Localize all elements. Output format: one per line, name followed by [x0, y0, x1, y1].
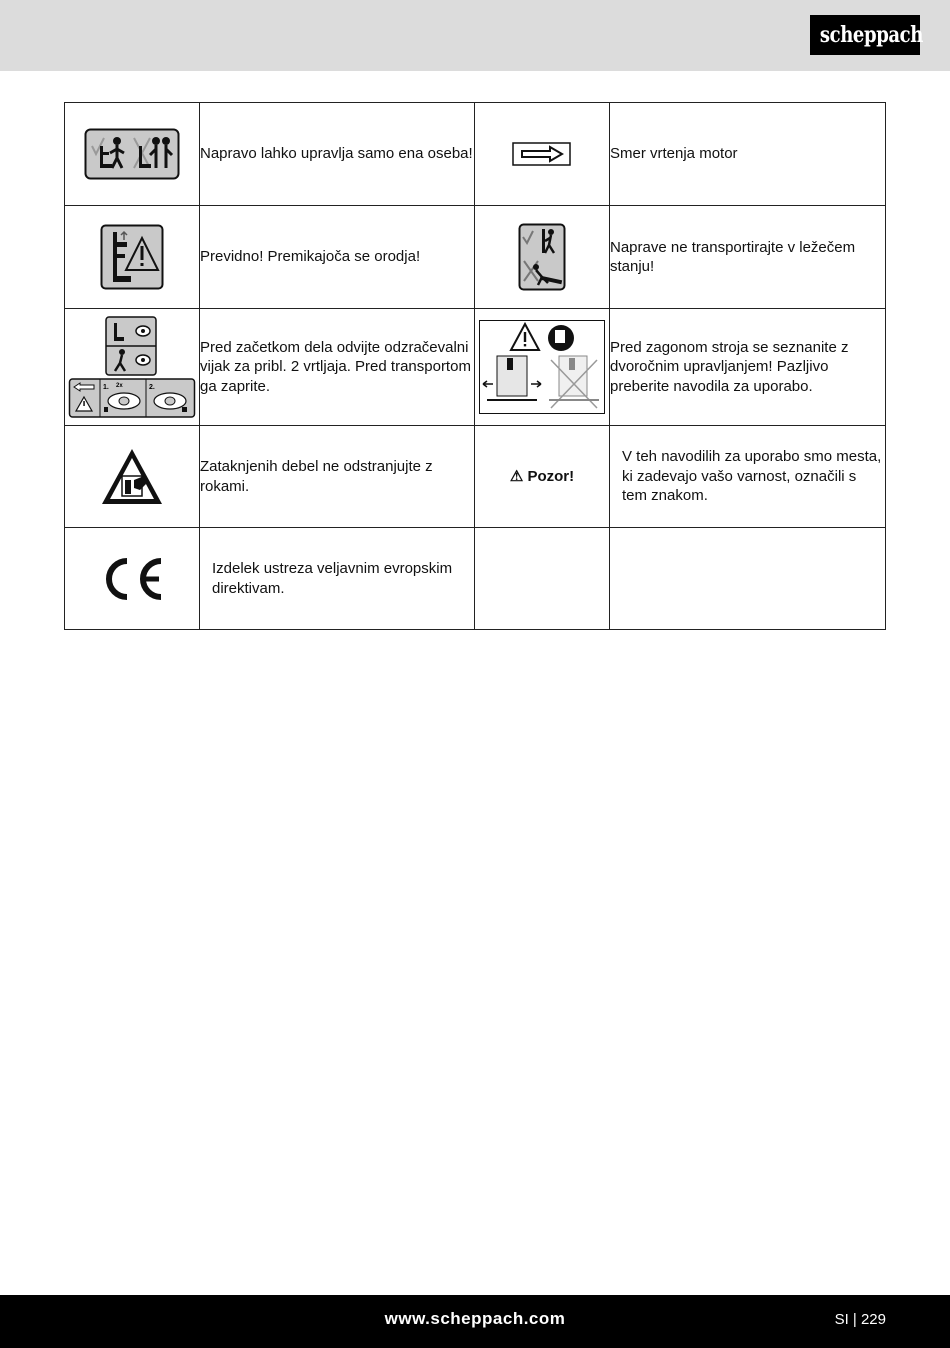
symbol-cell	[475, 206, 610, 309]
symbol-cell	[65, 528, 200, 630]
vent-screw-icon	[68, 315, 196, 419]
symbol-description: Napravo lahko upravlja samo ena oseba!	[200, 103, 475, 206]
table-row	[65, 528, 886, 630]
rotation-direction-arrow-icon	[512, 141, 572, 167]
symbol-description: Pred zagonom stroja se seznanite z dvoročnim upravljanjem! Pazljivo preberite navodila za uporabo.	[610, 309, 886, 426]
empty-description-cell	[610, 528, 886, 630]
symbol-description: Pred začetkom dela odvijte odzračevalni vijak za pribl. 2 vrtljaja. Pred transportom ga zaprite.	[200, 309, 475, 426]
one-operator-icon	[84, 128, 180, 180]
page-number: SI | 229	[834, 1311, 886, 1328]
symbol-cell	[475, 426, 610, 528]
page-footer	[0, 1295, 950, 1348]
stuck-log-hand-warning-icon	[100, 446, 164, 508]
no-lying-transport-icon	[518, 223, 566, 291]
symbol-cell	[475, 309, 610, 426]
symbol-cell	[65, 309, 200, 426]
scheppach-logo	[810, 15, 923, 55]
svg-text:1.: 1.	[103, 384, 109, 391]
ce-mark-icon	[99, 555, 165, 603]
symbol-description: Smer vrtenja motor	[610, 103, 886, 206]
symbol-cell	[65, 206, 200, 309]
table-row	[65, 103, 886, 206]
empty-symbol-cell	[475, 528, 610, 630]
table-row	[65, 309, 886, 426]
moving-tools-warning-icon	[100, 224, 164, 290]
table-row	[65, 426, 886, 528]
svg-text:2.: 2.	[149, 384, 155, 391]
table-row	[65, 206, 886, 309]
symbol-cell	[65, 103, 200, 206]
symbol-description: Naprave ne transportirajte v ležečem stanju!	[610, 206, 886, 309]
symbol-cell	[475, 103, 610, 206]
symbol-description: V teh navodilih za uporabo smo mesta, ki zadevajo vašo varnost, označili s tem znakom.	[610, 426, 886, 528]
two-hand-control-manual-icon	[479, 320, 605, 414]
symbol-description: Previdno! Premikajoča se orodja!	[200, 206, 475, 309]
page-header	[0, 0, 950, 71]
safety-symbols-table	[64, 102, 886, 630]
caution-label: ⚠ Pozor!	[509, 468, 575, 485]
symbol-cell	[65, 426, 200, 528]
symbol-description: Izdelek ustreza veljavnim evropskim direktivam.	[200, 528, 475, 630]
symbol-description: Zataknjenih debel ne odstranjujte z rokami.	[200, 426, 475, 528]
logo-text: scheppach	[819, 22, 923, 48]
svg-text:2x: 2x	[116, 383, 123, 389]
footer-website: www.scheppach.com	[384, 1309, 566, 1328]
